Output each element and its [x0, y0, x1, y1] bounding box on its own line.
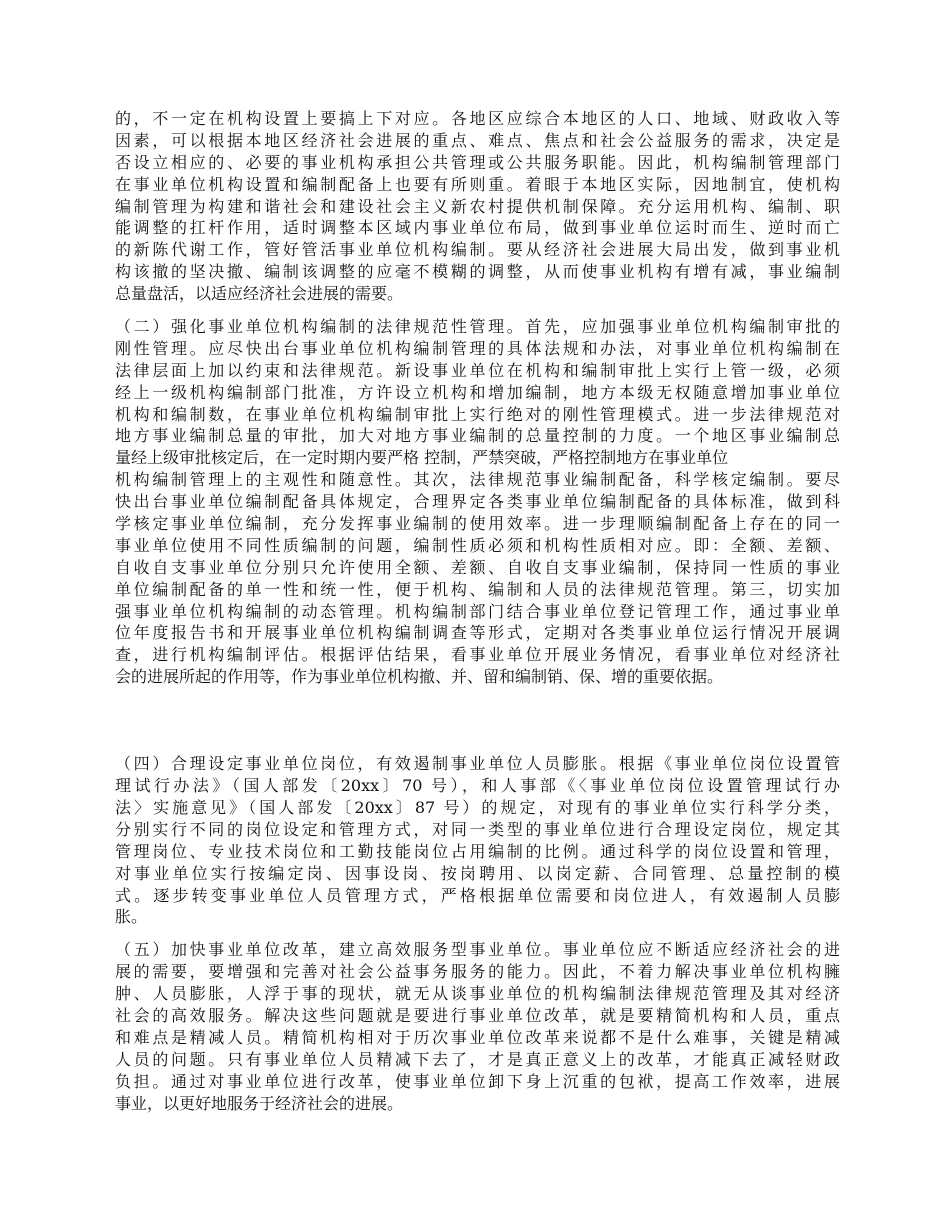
text-line: 经上一级机构编制部门批准，方许设立机构和增加编制，地方本级无权随意增加事业单位 [115, 382, 840, 402]
text-line: 快出台事业单位编制配备具体规定，合理界定各类事业单位编制配备的具体标准，做到科 [115, 492, 840, 512]
text-line: 事业，以更好地服务于经济社会的进展。 [115, 1093, 404, 1113]
document-page [115, 108, 840, 1114]
text-line: 单位编制配备的单一性和统一性，便于机构、编制和人员的法律规范管理。第三，切实加 [115, 579, 840, 599]
text-line: 人员的问题。只有事业单位人员精减下去了，才是真正意义上的改革，才能真正减轻财政 [115, 1049, 840, 1069]
text-line: 负担。通过对事业单位进行改革，使事业单位卸下身上沉重的包袱，提高工作效率，进展 [115, 1071, 840, 1091]
text-line: 事业单位使用不同性质编制的问题，编制性质必须和机构性质相对应。即：全额、差额、 [115, 535, 840, 555]
text-line: 法〉实施意见》（国人部发〔20xx〕87 号）的规定，对现有的事业单位实行科学分类， [115, 797, 840, 817]
paragraph-4 [115, 939, 840, 1114]
section-gap [115, 688, 840, 753]
text-line: 位年度报告书和开展事业单位机构编制调查等形式，定期对各类事业单位运行情况开展调 [115, 623, 840, 643]
paragraph-gap [115, 928, 840, 939]
text-line: 因素，可以根据本地区经济社会进展的重点、难点、焦点和社会公益服务的需求，决定是 [115, 130, 840, 150]
text-line: 肿、人员膨胀，人浮于事的现状，就无从谈事业单位的机构编制法律规范管理及其对经济 [115, 984, 840, 1004]
text-line: 会的进展所起的作用等，作为事业单位机构撤、并、留和编制销、保、增的重要依据。 [115, 667, 724, 687]
text-line: 编制管理为构建和谐社会和建设社会主义新农村提供机制保障。充分运用机构、编制、职 [115, 196, 840, 216]
text-line: 胀。 [115, 907, 148, 927]
text-line: 展的需要，要增强和完善对社会公益事务服务的能力。因此，不着力解决事业单位机构臃 [115, 962, 840, 982]
text-line: 的新陈代谢工作，管好管活事业单位机构编制。要从经济社会进展大局出发，做到事业机 [115, 240, 840, 260]
text-line: （二）强化事业单位机构编制的法律规范性管理。首先，应加强事业单位机构编制审批的 [115, 317, 840, 337]
text-line: 分别实行不同的岗位设定和管理方式，对同一类型的事业单位进行合理设定岗位，规定其 [115, 819, 840, 839]
text-line: 和难点是精减人员。精简机构相对于历次事业单位改革来说都不是什么难事，关键是精减 [115, 1027, 840, 1047]
text-line: 强事业单位机构编制的动态管理。机构编制部门结合事业单位登记管理工作，通过事业单 [115, 601, 840, 621]
text-line: 理试行办法》（国人部发〔20xx〕70 号），和人事部《〈事业单位岗位设置管理试行办 [115, 776, 840, 796]
text-line: （四）合理设定事业单位岗位，有效遏制事业单位人员膨胀。根据《事业单位岗位设置管 [115, 754, 840, 774]
text-line: 对事业单位实行按编定岗、因事设岗、按岗聘用、以岗定薪、合同管理、总量控制的模 [115, 863, 840, 883]
text-line: 否设立相应的、必要的事业机构承担公共管理或公共服务职能。因此，机构编制管理部门 [115, 152, 840, 172]
text-line: 能调整的扛杆作用，适时调整本区域内事业单位布局，做到事业单位运时而生、逆时而亡 [115, 218, 840, 238]
paragraph-3 [115, 753, 840, 928]
text-line: 刚性管理。应尽快出台事业单位机构编制管理的具体法规和办法，对事业单位机构编制在 [115, 338, 840, 358]
text-line: 查，进行机构编制评估。根据评估结果，看事业单位开展业务情况，看事业单位对经济社 [115, 645, 840, 665]
text-line: （五）加快事业单位改革，建立高效服务型事业单位。事业单位应不断适应经济社会的进 [115, 940, 840, 960]
text-line: 机构编制管理上的主观性和随意性。其次，法律规范事业编制配备，科学核定编制。要尽 [115, 470, 840, 490]
paragraph-1 [115, 108, 840, 305]
text-line: 机构和编制数，在事业单位机构编制审批上实行绝对的刚性管理模式。进一步法律规范对 [115, 404, 840, 424]
text-line: 式。逐步转变事业单位人员管理方式，严格根据单位需要和岗位进人，有效遏制人员膨 [115, 885, 840, 905]
text-line: 的，不一定在机构设置上要搞上下对应。各地区应综合本地区的人口、地域、财政收入等 [115, 109, 840, 128]
text-line: 地方事业编制总量的审批，加大对地方事业编制的总量控制的力度。一个地区事业编制总 [115, 426, 840, 446]
text-line: 自收自支事业单位分别只允许使用全额、差额、自收自支事业编制，保持同一性质的事业 [115, 557, 840, 577]
text-line: 学核定事业单位编制，充分发挥事业编制的使用效率。进一步理顺编制配备上存在的同一 [115, 514, 840, 534]
text-line: 构该撤的坚决撤、编制该调整的应毫不模糊的调整，从而使事业机构有增有减，事业编制 [115, 262, 840, 282]
text-line: 在事业单位机构设置和编制配备上也要有所则重。着眼于本地区实际，因地制宜，使机构 [115, 174, 840, 194]
text-line: 法律层面上加以约束和法律规范。新设事业单位在机构和编制审批上实行上管一级，必须 [115, 360, 840, 380]
paragraph-gap [115, 305, 840, 316]
text-line: 总量盘活，以适应经济社会进展的需要。 [115, 284, 404, 304]
text-line: 管理岗位、专业技术岗位和工勤技能岗位占用编制的比例。通过科学的岗位设置和管理， [115, 841, 840, 861]
paragraph-2 [115, 316, 840, 688]
text-line: 社会的高效服务。解决这些问题就是要进行事业单位改革，就是要精简机构和人员，重点 [115, 1005, 840, 1025]
text-line: 量经上级审批核定后，在一定时期内要严格 控制，严禁突破，严格控制地方在事业单位 [115, 448, 729, 468]
